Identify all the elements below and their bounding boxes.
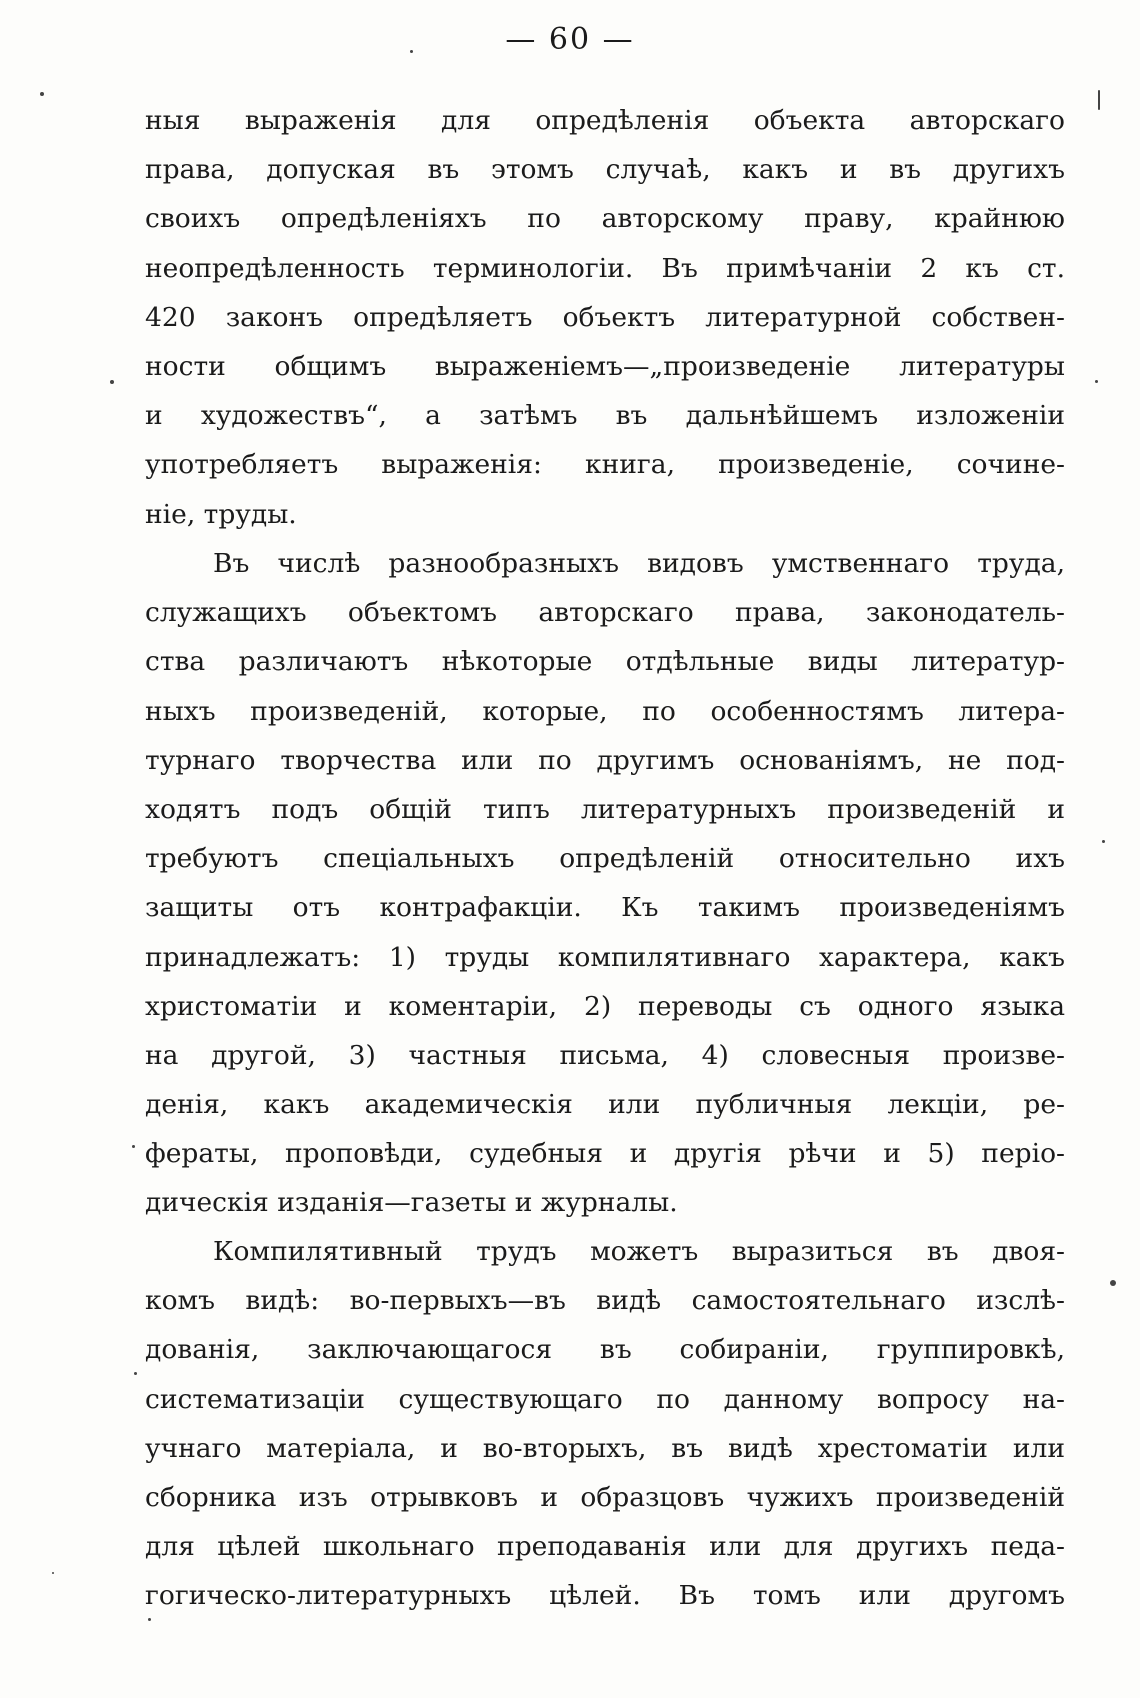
paragraph-3 [145, 1227, 1065, 1621]
text-line: своихъ опредѣленіяхъ по авторскому праву, крайнюю [145, 203, 1065, 235]
text-line: ныя выраженія для опредѣленія объекта авторскаго [145, 105, 1065, 136]
text-line: принадлежатъ: 1) труды компилятивнаго характера, какъ [145, 941, 1065, 973]
text-line: турнаго творчества или по другимъ основаніямъ, не под- [145, 744, 1065, 776]
text-line: и художествъ“, а затѣмъ въ дальнѣйшемъ изложеніи [145, 400, 1065, 432]
speck [410, 50, 413, 53]
text-line: неопредѣленность терминологіи. Въ примѣчаніи 2 къ ст. [145, 252, 1065, 284]
text-line: 420 законъ опредѣляетъ объектъ литературной собствен- [145, 301, 1065, 333]
text-line: на другой, 3) частныя письма, 4) словесныя произве- [145, 1039, 1065, 1071]
text-line: комъ видѣ: во-первыхъ—въ видѣ самостоятельнаго изслѣ- [145, 1285, 1065, 1317]
text-line: права, допуская въ этомъ случаѣ, какъ и въ другихъ [145, 154, 1065, 186]
paragraph-1 [145, 96, 1065, 539]
speck [134, 1372, 137, 1375]
text-line: защиты отъ контрафакціи. Къ такимъ произведеніямъ [145, 892, 1065, 924]
speck [148, 1618, 151, 1621]
text-line: дическія изданія—газеты и журналы. [145, 1187, 678, 1219]
text-line: ности общимъ выраженіемъ—„произведеніе литературы [145, 350, 1065, 382]
text-line: ніе, труды. [145, 498, 297, 530]
speck [40, 92, 44, 96]
speck [132, 1145, 135, 1148]
text-line: ныхъ произведеній, которые, по особенностямъ литера- [145, 695, 1065, 727]
text-line: ства различаютъ нѣкоторые отдѣльные виды литератур- [145, 646, 1065, 678]
speck [1098, 90, 1100, 110]
text-line: Компилятивный трудъ можетъ выразиться въ двоя- [213, 1236, 1065, 1267]
text-line: Въ числѣ разнообразныхъ видовъ умственнаго труда, [213, 548, 1065, 579]
text-line: для цѣлей школьнаго преподаванія или для другихъ педа- [145, 1531, 1065, 1563]
text-line: систематизаціи существующаго по данному вопросу на- [145, 1383, 1065, 1415]
page-number: — 60 — [505, 22, 635, 57]
speck [52, 1572, 54, 1574]
speck [110, 380, 114, 384]
text-line: употребляетъ выраженія: книга, произведеніе, сочине- [145, 449, 1065, 481]
speck [1102, 840, 1105, 843]
speck [1110, 1280, 1116, 1286]
text-line: дованія, заключающагося въ собираніи, группировкѣ, [145, 1334, 1065, 1366]
text-line: ходятъ подъ общій типъ литературныхъ произведеній и [145, 793, 1065, 825]
text-line: служащихъ объектомъ авторскаго права, законодатель- [145, 597, 1065, 629]
paragraph-2 [145, 539, 1065, 1228]
speck [1095, 380, 1098, 383]
text-line: требуютъ спеціальныхъ опредѣленій относительно ихъ [145, 843, 1065, 875]
text-line: христоматіи и коментаріи, 2) переводы съ одного языка [145, 990, 1065, 1022]
text-line: гогическо-литературныхъ цѣлей. Въ томъ или другомъ [145, 1580, 1065, 1612]
text-line: фераты, проповѣди, судебныя и другія рѣчи и 5) періо- [145, 1138, 1065, 1170]
text-line: сборника изъ отрывковъ и образцовъ чужихъ произведеній [145, 1481, 1065, 1513]
text-line: денія, какъ академическія или публичныя лекціи, ре- [145, 1089, 1065, 1121]
text-line: учнаго матеріала, и во-вторыхъ, въ видѣ хрестоматіи или [145, 1432, 1065, 1464]
